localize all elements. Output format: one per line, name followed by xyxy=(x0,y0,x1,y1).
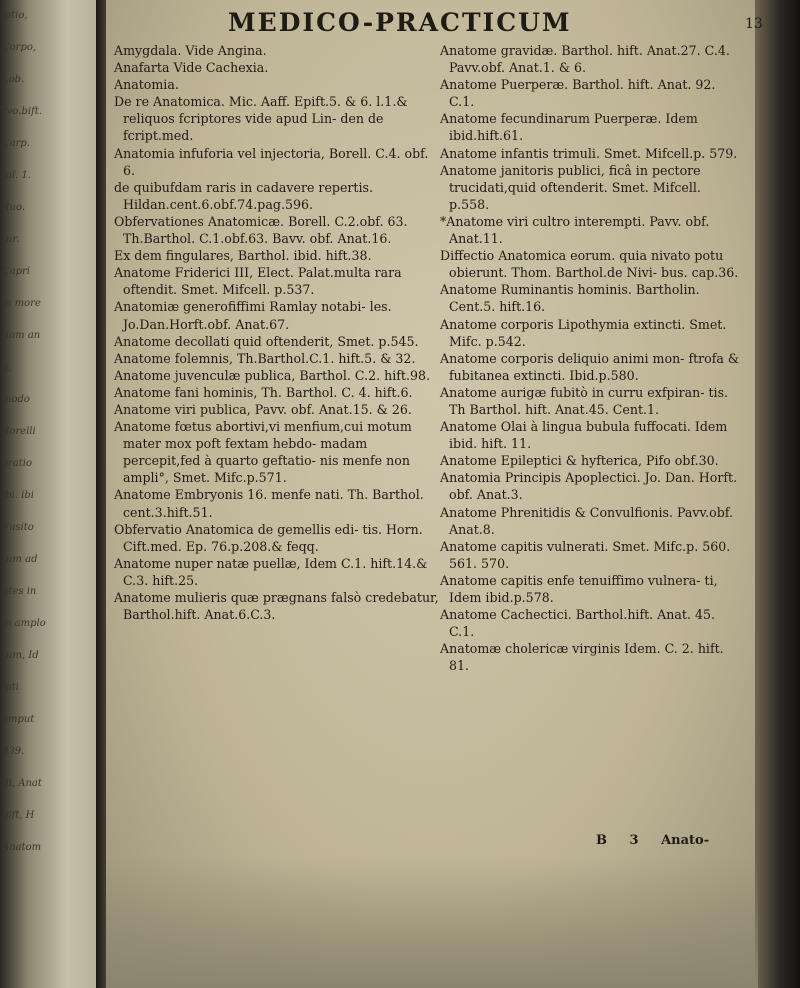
margin-fragment: Borelli xyxy=(2,426,36,437)
index-entry: Anatome infantis trimuli. Smet. Mifcell.p. 579. xyxy=(440,145,738,161)
index-entry: Anatome nuper natæ puellæ, Idem C.1. hift.14.& C.3. hift.25. xyxy=(114,555,428,588)
index-entry: Anatome Puerperæ. Barthol. hift. Anat. 92. C.1. xyxy=(440,77,716,110)
margin-fragment: m amplo xyxy=(2,618,46,629)
margin-fragment: Corpo, xyxy=(2,42,37,53)
index-entry: Obfervatio Anatomica de gemellis edi- tis. Horn. Cift.med. Ep. 76.p.208.& feqq. xyxy=(114,521,423,554)
index-entry: Anatomia infuforia vel injectoria, Borell. C.4. obf. 6. xyxy=(114,145,429,178)
page-number: 13 xyxy=(745,16,763,32)
margin-fragment: amput xyxy=(2,714,35,725)
index-entry: Anatome capitis vulnerati. Smet. Mifc.p. 560. 561. 570. xyxy=(440,538,731,571)
margin-fragment: ibi. ibi xyxy=(2,490,34,501)
margin-fragment: modo xyxy=(2,394,30,405)
index-entry: Anatome Friderici III, Elect. Palat.multa rara oftendit. Smet. Mifcell. p.537. xyxy=(114,265,402,298)
index-entry: Anatome fœtus abortivi,vi menfium,cui motum mater mox poft fextam hebdo- madam percepit,fed à quarto geftatio- nis menfe non ampli°, Smet. Mifc.p.571. xyxy=(114,419,412,486)
index-entry: Anatome decollati quid oftenderit, Smet. p.545. xyxy=(114,333,419,349)
left-column xyxy=(114,42,439,623)
index-entry: Anatome Phrenitidis & Convulfionis. Pavv.obf. Anat.8. xyxy=(440,504,733,537)
margin-fragment: gift, H xyxy=(2,810,35,821)
catchword: Anato- xyxy=(661,833,710,848)
index-entry: Anatome gravidæ. Barthol. hift. Anat.27. C.4. Pavv.obf. Anat.1. & 6. xyxy=(440,43,730,76)
index-entry: Anafarta Vide Cachexia. xyxy=(114,60,269,76)
margin-fragment: fati xyxy=(2,682,19,693)
margin-fragment: tum ad xyxy=(2,554,38,565)
margin-fragment: rvo.bift. xyxy=(2,106,42,117)
margin-fragment: tur. xyxy=(2,234,20,245)
right-column xyxy=(440,42,740,674)
index-entry: Anatome mulieris quæ prægnans falsò credebatur, Barthol.hift. Anat.6.C.3. xyxy=(114,590,439,623)
margin-fragment: n, xyxy=(2,362,12,373)
margin-fragment: Carp. xyxy=(2,138,30,149)
index-entry: Anatome Cachectici. Barthol.hift. Anat. 45. C.1. xyxy=(440,607,715,640)
index-entry: Anatome Olai à lingua bubula fuffocati. Idem ibid. hift. 11. xyxy=(440,419,728,452)
margin-fragment: m more xyxy=(2,298,41,309)
index-entry: Anatome viri publica, Pavv. obf. Anat.15. & 26. xyxy=(114,401,412,417)
page-edge-shadow xyxy=(755,0,800,988)
margin-fragment: Capri xyxy=(2,266,30,277)
index-entry: Anatome corporis deliquio animi mon- ftrofa & fubitanea extincti. Ibid.p.580. xyxy=(440,350,740,383)
index-entry: Anatome juvenculæ publica, Barthol. C.2. hift.98. xyxy=(114,367,431,383)
margin-fragment: latio, xyxy=(2,10,28,21)
margin-fragment: Lob. xyxy=(2,74,25,85)
index-entry: Anatome folemnis, Th.Barthol.C.1. hift.5. & 32. xyxy=(114,350,416,366)
index-entry: Anatome corporis Lipothymia extincti. Smet. Mifc. p.542. xyxy=(440,316,727,349)
index-entry: Anatome capitis enfe tenuiffimo vulnera- ti, Idem ibid.p.578. xyxy=(440,572,718,605)
margin-fragment: tal. 1. xyxy=(2,170,32,181)
margin-fragment: ntes in xyxy=(2,586,37,597)
margin-fragment: ifi, Anat xyxy=(2,778,42,789)
index-entry: Anatome Embryonis 16. menfe nati. Th. Barthol. cent.3.hift.51. xyxy=(114,487,424,520)
index-entry: Diffectio Anatomica eorum. quia nivato potu obierunt. Thom. Barthol.de Nivi- bus. cap.36. xyxy=(440,248,739,281)
index-entry: Anatome Ruminantis hominis. Bartholin. Cent.5. hift.16. xyxy=(440,282,700,315)
index-entry: Anatome fecundinarum Puerperæ. Idem ibid.hift.61. xyxy=(440,111,698,144)
index-entry: Ex dem fingulares, Barthol. ibid. hift.38. xyxy=(114,248,372,264)
index-entry: Anatome fani hominis, Th. Barthol. C. 4. hift.6. xyxy=(114,384,413,400)
margin-fragment: 839. xyxy=(2,746,25,757)
margin-fragment: Ruo. xyxy=(2,202,25,213)
index-entry: Anatomiæ generofiffimi Ramlay notabi- les. Jo.Dan.Horft.obf. Anat.67. xyxy=(114,299,392,332)
margin-fragment: Anatom xyxy=(2,842,42,853)
index-entry: Anatome janitoris publici, ficâ in pectore trucidati,quid oftenderit. Smet. Mifcell. p.558. xyxy=(440,162,701,212)
margin-fragment: tiam an xyxy=(2,330,41,341)
margin-fragment: oratio xyxy=(2,458,32,469)
adjacent-page-strip xyxy=(0,0,96,988)
margin-fragment: tum, Id xyxy=(2,650,39,661)
index-entry: de quibufdam raris in cadavere repertis. Hildan.cent.6.obf.74.pag.596. xyxy=(114,179,373,212)
signature-mark: B 3 xyxy=(596,833,639,848)
margin-fragment: Fusito xyxy=(2,522,34,533)
index-entry: Anatome Epileptici & hyfterica, Pifo obf.30. xyxy=(440,453,719,469)
index-entry: *Anatome viri cultro interempti. Pavv. obf. Anat.11. xyxy=(440,213,710,247)
index-entry: Anatome aurigæ fubitò in curru exfpiran- tis. Th Barthol. hift. Anat.45. Cent.1. xyxy=(440,384,729,417)
index-entry: Amygdala. Vide Angina. xyxy=(114,43,267,58)
page-footer xyxy=(596,833,709,848)
index-entry: Anatomia Principis Apoplectici. Jo. Dan. Horft. obf. Anat.3. xyxy=(440,470,738,503)
index-entry: Obfervationes Anatomicæ. Borell. C.2.obf. 63. Th.Barthol. C.1.obf.63. Bavv. obf. Anat.16. xyxy=(114,213,408,247)
index-entry: De re Anatomica. Mic. Aaff. Epift.5. & 6. l.1.& reliquos fcriptores vide apud Lin- den de fcript.med. xyxy=(114,94,408,144)
index-entry: Anatomia. xyxy=(114,77,179,93)
running-head: MEDICO-PRACTICUM xyxy=(228,8,572,37)
page-bottom-shade xyxy=(106,856,758,988)
index-entry: Anatomæ cholericæ virginis Idem. C. 2. hift. 81. xyxy=(440,641,724,674)
